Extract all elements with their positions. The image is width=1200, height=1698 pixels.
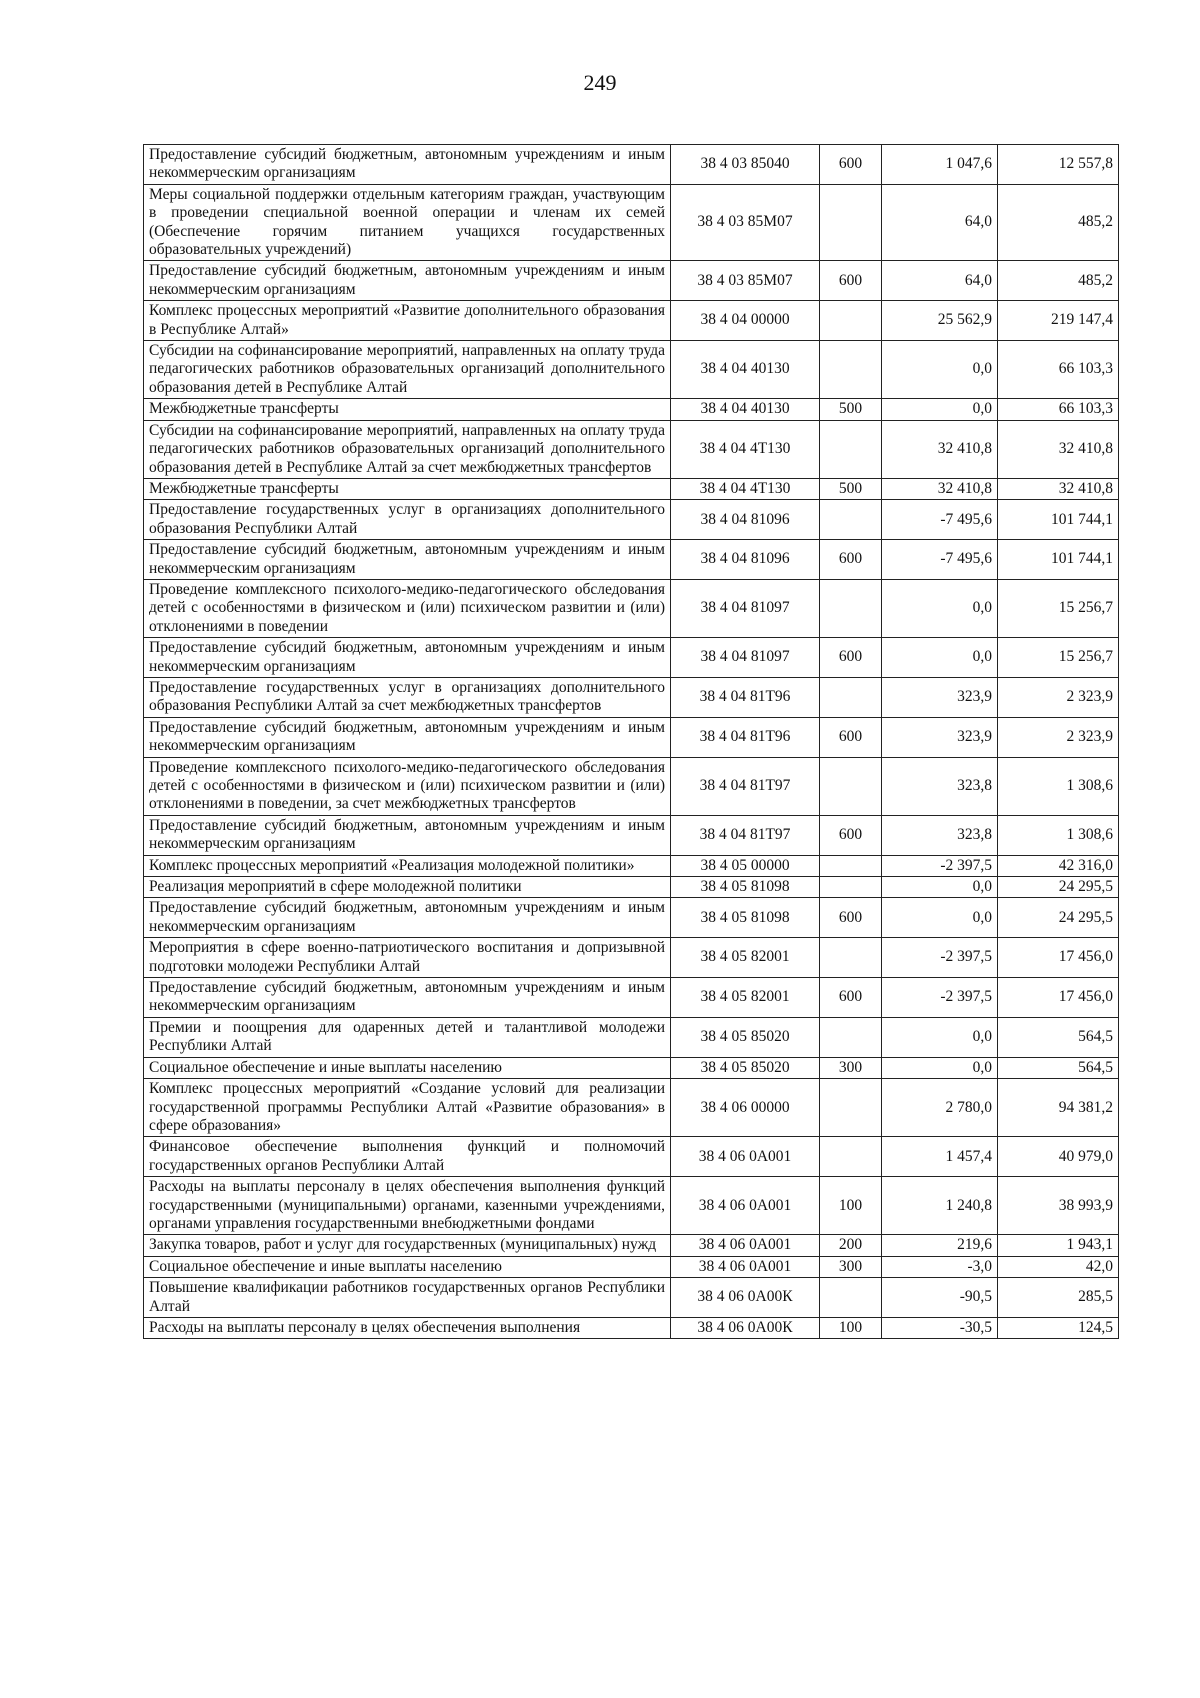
expense-type-cell (820, 579, 882, 637)
expense-type-cell: 600 (820, 145, 882, 185)
amount-total-cell: 24 295,5 (998, 898, 1119, 938)
table-row (144, 1278, 1119, 1318)
amount-change-cell: 0,0 (882, 579, 998, 637)
target-article-code-cell: 38 4 04 81Т97 (671, 757, 820, 815)
target-article-code-cell: 38 4 05 81098 (671, 877, 820, 898)
target-article-code-cell: 38 4 06 0А001 (671, 1256, 820, 1277)
page-number: 249 (583, 70, 617, 95)
expense-name-cell: Закупка товаров, работ и услуг для государственных (муниципальных) нужд (144, 1235, 671, 1256)
expense-type-cell: 600 (820, 540, 882, 580)
target-article-code-cell: 38 4 06 0А001 (671, 1137, 820, 1177)
expense-name-cell: Предоставление субсидий бюджетным, автономным учреждениям и иным некоммерческим организациям (144, 898, 671, 938)
amount-total-cell: 1 308,6 (998, 815, 1119, 855)
table-row (144, 500, 1119, 540)
table-row (144, 717, 1119, 757)
expense-name-cell: Комплекс процессных мероприятий «Создание условий для реализации государственной программы Республики Алтай «Развитие образования» в сфере образования» (144, 1079, 671, 1137)
target-article-code-cell: 38 4 05 85020 (671, 1057, 820, 1078)
expense-type-cell (820, 757, 882, 815)
expense-name-cell: Проведение комплексного психолого-медико-педагогического обследования детей с особенностями в физическом и (или) психическом развитии и (или) отклонениями в поведении (144, 579, 671, 637)
table-row (144, 1235, 1119, 1256)
amount-total-cell: 285,5 (998, 1278, 1119, 1318)
expense-name-cell: Реализация мероприятий в сфере молодежной политики (144, 877, 671, 898)
budget-table (143, 144, 1119, 1339)
expense-type-cell: 200 (820, 1235, 882, 1256)
target-article-code-cell: 38 4 04 81Т97 (671, 815, 820, 855)
expense-type-cell: 500 (820, 399, 882, 420)
amount-total-cell: 101 744,1 (998, 500, 1119, 540)
target-article-code-cell: 38 4 04 81096 (671, 540, 820, 580)
table-row (144, 1137, 1119, 1177)
amount-change-cell: 1 457,4 (882, 1137, 998, 1177)
target-article-code-cell: 38 4 06 0А00К (671, 1278, 820, 1318)
table-row (144, 301, 1119, 341)
expense-type-cell: 300 (820, 1256, 882, 1277)
target-article-code-cell: 38 4 05 00000 (671, 855, 820, 876)
amount-total-cell: 564,5 (998, 1017, 1119, 1057)
amount-change-cell: -2 397,5 (882, 855, 998, 876)
amount-change-cell: -7 495,6 (882, 500, 998, 540)
amount-change-cell: 0,0 (882, 877, 998, 898)
expense-type-cell (820, 1079, 882, 1137)
expense-name-cell: Предоставление субсидий бюджетным, автономным учреждениям и иным некоммерческим организациям (144, 815, 671, 855)
expense-name-cell: Социальное обеспечение и иные выплаты населению (144, 1256, 671, 1277)
target-article-code-cell: 38 4 06 0А00К (671, 1317, 820, 1338)
expense-name-cell: Повышение квалификации работников государственных органов Республики Алтай (144, 1278, 671, 1318)
table-row (144, 978, 1119, 1018)
target-article-code-cell: 38 4 05 85020 (671, 1017, 820, 1057)
table-row (144, 855, 1119, 876)
amount-total-cell: 15 256,7 (998, 638, 1119, 678)
amount-change-cell: 0,0 (882, 1057, 998, 1078)
amount-total-cell: 40 979,0 (998, 1137, 1119, 1177)
expense-name-cell: Премии и поощрения для одаренных детей и талантливой молодежи Республики Алтай (144, 1017, 671, 1057)
amount-change-cell: 32 410,8 (882, 478, 998, 499)
expense-type-cell (820, 500, 882, 540)
table-row (144, 341, 1119, 399)
expense-type-cell: 100 (820, 1177, 882, 1235)
expense-name-cell: Межбюджетные трансферты (144, 399, 671, 420)
target-article-code-cell: 38 4 03 85М07 (671, 261, 820, 301)
amount-total-cell: 66 103,3 (998, 341, 1119, 399)
amount-total-cell: 2 323,9 (998, 717, 1119, 757)
expense-name-cell: Расходы на выплаты персоналу в целях обеспечения выполнения функций государственными (муниципальными) органами, казенными учреждениями, органами управления государственными внебюджетными фондами (144, 1177, 671, 1235)
amount-change-cell: 323,8 (882, 757, 998, 815)
amount-change-cell: 64,0 (882, 184, 998, 261)
amount-change-cell: 25 562,9 (882, 301, 998, 341)
expense-name-cell: Проведение комплексного психолого-медико-педагогического обследования детей с особенностями в физическом и (или) психическом развитии и (или) отклонениями в поведении, за счет межбюджетных трансфертов (144, 757, 671, 815)
expense-name-cell: Меры социальной поддержки отдельным категориям граждан, участвующим в проведении специальной военной операции и членам их семей (Обеспечение горячим питанием учащихся государственных образовательных учреждений) (144, 184, 671, 261)
expense-name-cell: Предоставление государственных услуг в организациях дополнительного образования Республики Алтай (144, 500, 671, 540)
amount-total-cell: 24 295,5 (998, 877, 1119, 898)
amount-total-cell: 2 323,9 (998, 677, 1119, 717)
table-row (144, 1177, 1119, 1235)
amount-total-cell: 94 381,2 (998, 1079, 1119, 1137)
amount-change-cell: 2 780,0 (882, 1079, 998, 1137)
amount-total-cell: 485,2 (998, 261, 1119, 301)
amount-total-cell: 42,0 (998, 1256, 1119, 1277)
expense-type-cell (820, 677, 882, 717)
target-article-code-cell: 38 4 04 4Т130 (671, 420, 820, 478)
table-row (144, 877, 1119, 898)
target-article-code-cell: 38 4 04 40130 (671, 399, 820, 420)
table-row (144, 757, 1119, 815)
expense-name-cell: Предоставление субсидий бюджетным, автономным учреждениям и иным некоммерческим организациям (144, 638, 671, 678)
target-article-code-cell: 38 4 04 81097 (671, 638, 820, 678)
expense-type-cell: 600 (820, 978, 882, 1018)
table-row (144, 938, 1119, 978)
table-row (144, 1017, 1119, 1057)
target-article-code-cell: 38 4 06 0А001 (671, 1177, 820, 1235)
table-row (144, 1317, 1119, 1338)
amount-total-cell: 17 456,0 (998, 938, 1119, 978)
table-row (144, 579, 1119, 637)
amount-total-cell: 124,5 (998, 1317, 1119, 1338)
expense-name-cell: Субсидии на софинансирование мероприятий, направленных на оплату труда педагогических работников образовательных организаций дополнительного образования детей в Республике Алтай (144, 341, 671, 399)
amount-change-cell: -3,0 (882, 1256, 998, 1277)
amount-change-cell: -30,5 (882, 1317, 998, 1338)
expense-name-cell: Расходы на выплаты персоналу в целях обеспечения выполнения (144, 1317, 671, 1338)
table-row (144, 677, 1119, 717)
amount-change-cell: 323,9 (882, 677, 998, 717)
target-article-code-cell: 38 4 04 00000 (671, 301, 820, 341)
target-article-code-cell: 38 4 04 81Т96 (671, 717, 820, 757)
target-article-code-cell: 38 4 03 85040 (671, 145, 820, 185)
amount-change-cell: 323,9 (882, 717, 998, 757)
expense-name-cell: Социальное обеспечение и иные выплаты населению (144, 1057, 671, 1078)
expense-type-cell (820, 420, 882, 478)
expense-name-cell: Финансовое обеспечение выполнения функций и полномочий государственных органов Республики Алтай (144, 1137, 671, 1177)
expense-type-cell (820, 855, 882, 876)
expense-type-cell: 600 (820, 898, 882, 938)
expense-type-cell: 600 (820, 815, 882, 855)
target-article-code-cell: 38 4 06 00000 (671, 1079, 820, 1137)
expense-name-cell: Предоставление субсидий бюджетным, автономным учреждениям и иным некоммерческим организациям (144, 145, 671, 185)
expense-type-cell: 300 (820, 1057, 882, 1078)
expense-type-cell: 500 (820, 478, 882, 499)
amount-change-cell: -2 397,5 (882, 938, 998, 978)
amount-total-cell: 17 456,0 (998, 978, 1119, 1018)
table-row (144, 1079, 1119, 1137)
expense-name-cell: Субсидии на софинансирование мероприятий, направленных на оплату труда педагогических работников образовательных организаций дополнительного образования детей в Республике Алтай за счет межбюджетных трансфертов (144, 420, 671, 478)
amount-total-cell: 1 308,6 (998, 757, 1119, 815)
table-row (144, 145, 1119, 185)
expense-type-cell (820, 877, 882, 898)
expense-name-cell: Предоставление государственных услуг в организациях дополнительного образования Республики Алтай за счет межбюджетных трансфертов (144, 677, 671, 717)
expense-name-cell: Предоставление субсидий бюджетным, автономным учреждениям и иным некоммерческим организациям (144, 261, 671, 301)
expense-type-cell: 600 (820, 717, 882, 757)
amount-total-cell: 15 256,7 (998, 579, 1119, 637)
target-article-code-cell: 38 4 04 81Т96 (671, 677, 820, 717)
amount-total-cell: 219 147,4 (998, 301, 1119, 341)
target-article-code-cell: 38 4 04 81097 (671, 579, 820, 637)
amount-change-cell: 0,0 (882, 898, 998, 938)
target-article-code-cell: 38 4 04 40130 (671, 341, 820, 399)
amount-total-cell: 66 103,3 (998, 399, 1119, 420)
amount-total-cell: 32 410,8 (998, 478, 1119, 499)
table-row (144, 638, 1119, 678)
amount-total-cell: 564,5 (998, 1057, 1119, 1078)
expense-type-cell (820, 184, 882, 261)
budget-table-body (144, 145, 1119, 1339)
expense-type-cell: 600 (820, 638, 882, 678)
target-article-code-cell: 38 4 03 85М07 (671, 184, 820, 261)
target-article-code-cell: 38 4 05 82001 (671, 938, 820, 978)
amount-total-cell: 1 943,1 (998, 1235, 1119, 1256)
expense-type-cell (820, 301, 882, 341)
amount-change-cell: 323,8 (882, 815, 998, 855)
expense-type-cell: 100 (820, 1317, 882, 1338)
amount-change-cell: -2 397,5 (882, 978, 998, 1018)
amount-change-cell: 219,6 (882, 1235, 998, 1256)
expense-type-cell: 600 (820, 261, 882, 301)
amount-total-cell: 38 993,9 (998, 1177, 1119, 1235)
target-article-code-cell: 38 4 05 81098 (671, 898, 820, 938)
table-row (144, 184, 1119, 261)
table-row (144, 261, 1119, 301)
expense-name-cell: Мероприятия в сфере военно-патриотического воспитания и допризывной подготовки молодежи Республики Алтай (144, 938, 671, 978)
table-row (144, 815, 1119, 855)
target-article-code-cell: 38 4 05 82001 (671, 978, 820, 1018)
expense-name-cell: Предоставление субсидий бюджетным, автономным учреждениям и иным некоммерческим организациям (144, 540, 671, 580)
amount-change-cell: -7 495,6 (882, 540, 998, 580)
table-row (144, 898, 1119, 938)
amount-change-cell: -90,5 (882, 1278, 998, 1318)
expense-type-cell (820, 1278, 882, 1318)
amount-total-cell: 42 316,0 (998, 855, 1119, 876)
target-article-code-cell: 38 4 06 0А001 (671, 1235, 820, 1256)
table-row (144, 420, 1119, 478)
table-row (144, 540, 1119, 580)
amount-total-cell: 12 557,8 (998, 145, 1119, 185)
table-row (144, 399, 1119, 420)
amount-change-cell: 1 240,8 (882, 1177, 998, 1235)
expense-name-cell: Межбюджетные трансферты (144, 478, 671, 499)
amount-change-cell: 1 047,6 (882, 145, 998, 185)
target-article-code-cell: 38 4 04 4Т130 (671, 478, 820, 499)
table-row (144, 478, 1119, 499)
expense-name-cell: Комплекс процессных мероприятий «Реализация молодежной политики» (144, 855, 671, 876)
amount-change-cell: 32 410,8 (882, 420, 998, 478)
expense-name-cell: Комплекс процессных мероприятий «Развитие дополнительного образования в Республике Алтай» (144, 301, 671, 341)
amount-change-cell: 64,0 (882, 261, 998, 301)
table-row (144, 1256, 1119, 1277)
expense-type-cell (820, 1017, 882, 1057)
amount-change-cell: 0,0 (882, 1017, 998, 1057)
expense-name-cell: Предоставление субсидий бюджетным, автономным учреждениям и иным некоммерческим организациям (144, 717, 671, 757)
amount-change-cell: 0,0 (882, 399, 998, 420)
expense-type-cell (820, 938, 882, 978)
expense-type-cell (820, 1137, 882, 1177)
amount-total-cell: 485,2 (998, 184, 1119, 261)
amount-total-cell: 101 744,1 (998, 540, 1119, 580)
table-row (144, 1057, 1119, 1078)
expense-type-cell (820, 341, 882, 399)
amount-total-cell: 32 410,8 (998, 420, 1119, 478)
amount-change-cell: 0,0 (882, 638, 998, 678)
expense-name-cell: Предоставление субсидий бюджетным, автономным учреждениям и иным некоммерческим организациям (144, 978, 671, 1018)
amount-change-cell: 0,0 (882, 341, 998, 399)
target-article-code-cell: 38 4 04 81096 (671, 500, 820, 540)
